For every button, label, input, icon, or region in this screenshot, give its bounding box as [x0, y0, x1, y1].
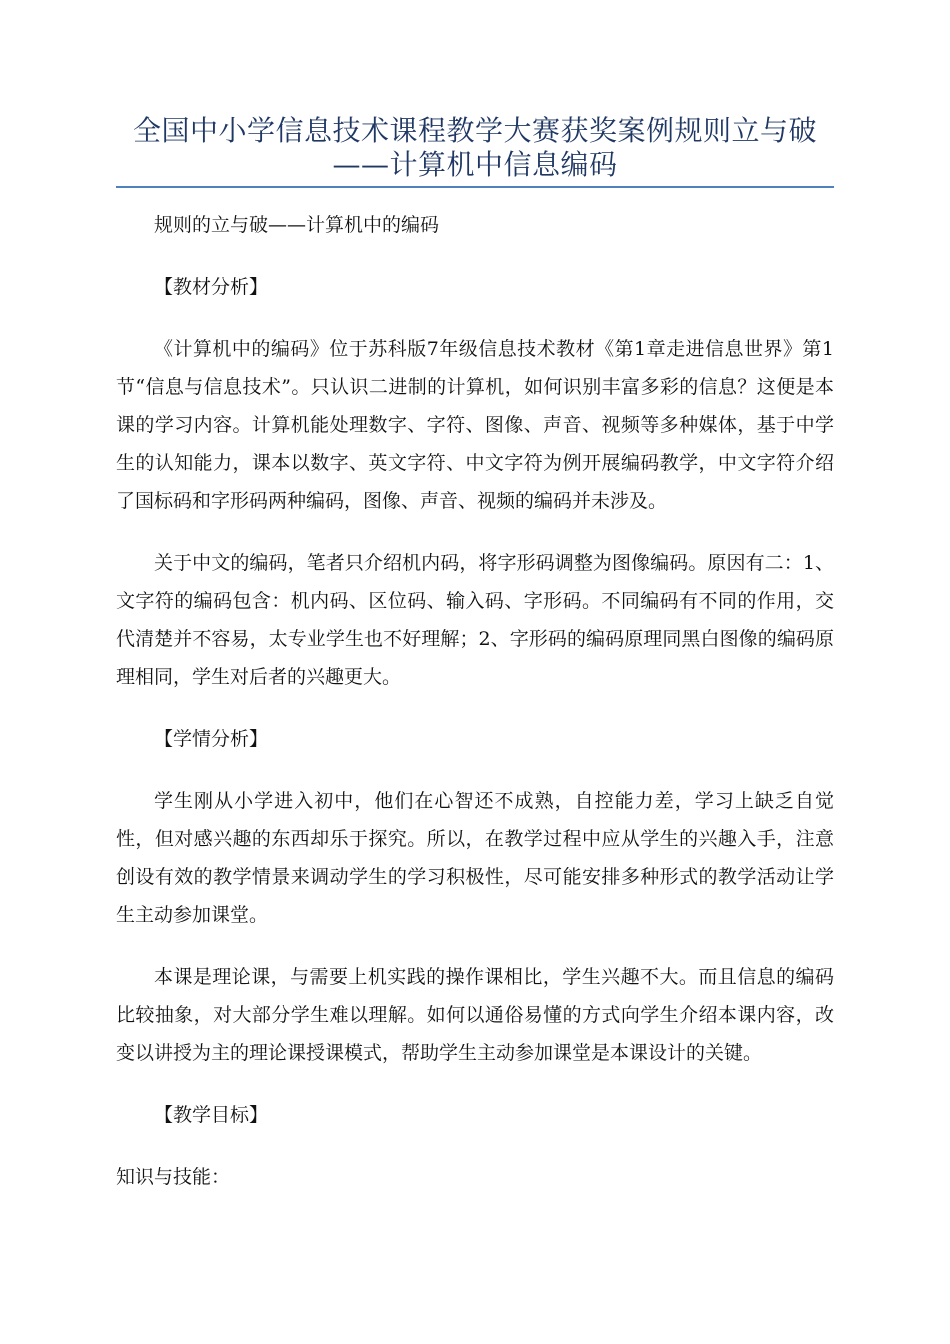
title-line-2: ——计算机中信息编码	[332, 148, 618, 181]
title-line-1: 全国中小学信息技术课程教学大赛获奖案例规则立与破	[132, 114, 817, 147]
paragraph: 本课是理论课，与需要上机实践的操作课相比，学生兴趣不大。而且信息的编码比较抽象，对大部分学生难以理解。如何以通俗易懂的方式向学生介绍本课内容，改变以讲授为主的理论课授课模式，帮助学生主动参加课堂是本课设计的关键。	[116, 966, 834, 1064]
knowledge-skills-label: 知识与技能：	[116, 1166, 231, 1188]
paragraph: 关于中文的编码，笔者只介绍机内码，将字形码调整为图像编码。原因有二：1、文字符的编码包含：机内码、区位码、输入码、字形码。不同编码有不同的作用，交代清楚并不容易，太专业学生也不好理解；2、字形码的编码原理同黑白图像的编码原理相同，学生对后者的兴趣更大。	[116, 552, 834, 688]
title-underline	[116, 186, 834, 188]
paragraph: 学生刚从小学进入初中，他们在心智还不成熟，自控能力差，学习上缺乏自觉性，但对感兴趣的东西却乐于探究。所以，在教学过程中应从学生的兴趣入手，注意创设有效的教学情景来调动学生的学习积极性，尽可能安排多种形式的教学活动让学生主动参加课堂。	[116, 790, 834, 926]
document-page	[116, 114, 834, 1220]
paragraph: 《计算机中的编码》位于苏科版7年级信息技术教材《第1章走进信息世界》第1节“信息与信息技术”。只认识二进制的计算机，如何识别丰富多彩的信息？这便是本课的学习内容。计算机能处理数字、字符、图像、声音、视频等多种媒体，基于中学生的认知能力，课本以数字、英文字符、中文字符为例开展编码教学，中文字符介绍了国标码和字形码两种编码，图像、声音、视频的编码并未涉及。	[116, 338, 834, 512]
document-subtitle: 规则的立与破——计算机中的编码	[154, 214, 440, 236]
document-title	[116, 114, 834, 182]
section-heading-teaching-goals: 【教学目标】	[154, 1104, 269, 1126]
section-heading-student-analysis: 【学情分析】	[154, 728, 269, 750]
section-heading-textbook-analysis: 【教材分析】	[154, 276, 269, 298]
